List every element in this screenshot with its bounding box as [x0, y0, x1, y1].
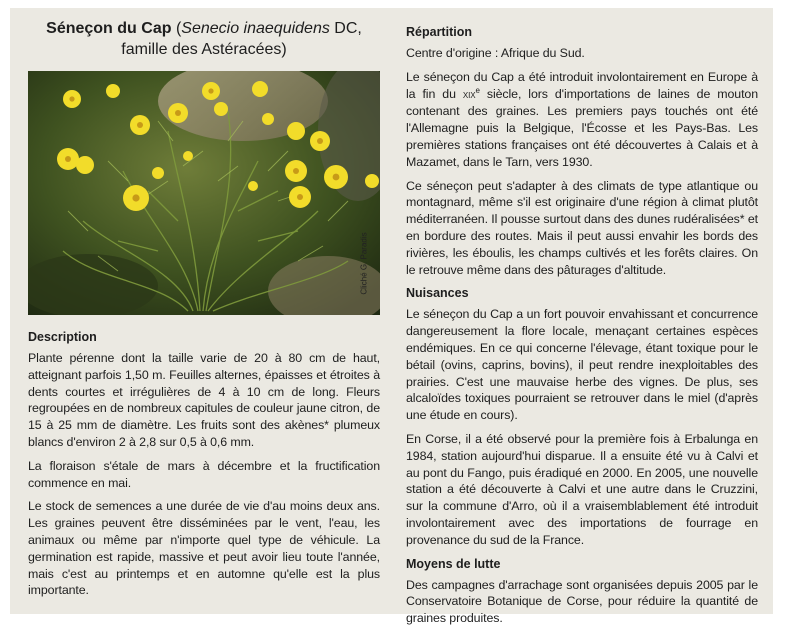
- title-author: DC,: [329, 20, 362, 37]
- title-paren: (: [171, 20, 182, 37]
- moyens-paragraph-1: Des campagnes d'arrachage sont organisées depuis 2005 par le Conservatoire Botanique de Corse, pour réduire la quantité de graines produites.: [406, 577, 758, 626]
- century-numeral: xix: [462, 88, 476, 101]
- repartition-paragraph-3: Ce séneçon peut s'adapter à des climats de type atlantique ou montagnard, même s'il est originaire d'une région à climat plutôt méditerranéen. Il pousse surtout dans des dunes rudéralisées* et en bordure des routes. Mais il peut aussi envahir les bords des rivières, les éboulis, les champs cultivés et les forêts claires. On le retrouve même dans des pâturages d'altitude.: [406, 178, 758, 277]
- nuisances-paragraph-1: Le séneçon du Cap a un fort pouvoir envahissant et concurrence dangereusement la flore locale, menaçant certaines espèces endémiques. En ce qui concerne l'élevage, étant toxique pour le bétail (ovins, caprins, bovins), il peut rendre inexploitables des prairies. C'est une mauvaise herbe des vignes. De plus, ses alcaloïdes toxiques pourraient se retrouver dans le miel (d'après une étude en cours).: [406, 307, 758, 423]
- family-name: famille des Astéracées): [121, 41, 287, 58]
- description-heading: Description: [28, 330, 97, 344]
- description-paragraph-2: La floraison s'étale de mars à décembre et la fructification commence en mai.: [28, 458, 380, 490]
- photo-credit: Cliché G. Paradis: [359, 232, 369, 295]
- repartition-heading: Répartition: [406, 25, 472, 39]
- right-column: [406, 24, 758, 634]
- nuisances-paragraph-2: En Corse, il a été observé pour la première fois à Erbalunga en 1984, station aujourd'hui disparue. Il a ensuite été vu à Calvi et au pont du Fango, puis éradiqué en 2000. En 2005, une nouvelle station a été découverte à Calvi et une autre dans le Cruzzini, sur la commune d'Arro, où il a vraisemblablement été introduit involontairement avec des importations de fourrage en provenance du sud de la France.: [406, 431, 758, 547]
- latin-name: Senecio inaequidens: [181, 20, 330, 37]
- left-column: [28, 18, 380, 606]
- moyens-heading: Moyens de lutte: [406, 556, 501, 571]
- repartition-paragraph-2: [406, 69, 758, 171]
- repartition-paragraph-1: Centre d'origine : Afrique du Sud.: [406, 46, 585, 60]
- repartition-p2-start: Le séneçon du Cap a été introduit involontairement en Europe à la fin du: [406, 69, 758, 101]
- description-paragraph-3: Le stock de semences a une durée de vie d'au moins deux ans. Les graines peuvent être disséminées par le vent, l'eau, les animaux ou même par n'importe quel type de véhicule. La germination est rapide, massive et peut avoir lieu toute l'année, mais c'est au printemps et en automne qu'elle est la plus importante.: [28, 499, 380, 598]
- plant-photo-image: [28, 71, 380, 315]
- description-paragraph-1: Plante pérenne dont la taille varie de 20 à 80 cm de haut, atteignant parfois 1,50 m. Feuilles alternes, épaisses et étroites à dents courtes et irrégulières de 4 à 10 cm de long. Fleurs regroupées en de nombreux capitules de couleur jaune citron, de 15 à 25 mm de diamètre. Les fruits sont des akènes* plumeux blancs d'environ 2 à 2,8 sur 0,5 à 0,6 mm.: [28, 351, 380, 449]
- info-card: [10, 8, 773, 626]
- common-name: Séneçon du Cap: [46, 20, 172, 37]
- century-suffix: e: [475, 85, 480, 95]
- species-title: [28, 18, 380, 60]
- plant-photo: [28, 71, 380, 315]
- nuisances-heading: Nuisances: [406, 286, 469, 301]
- repartition-p2-end: siècle, lors d'importations de laines de mouton contenant des graines. Les premiers pays touchés ont été l'Allemagne puis la Belgique, l'Écosse et les Pays-Bas. Les premières stations françaises ont été découvertes à Calais et à Mazamet, dans le Tarn, vers 1930.: [406, 86, 758, 169]
